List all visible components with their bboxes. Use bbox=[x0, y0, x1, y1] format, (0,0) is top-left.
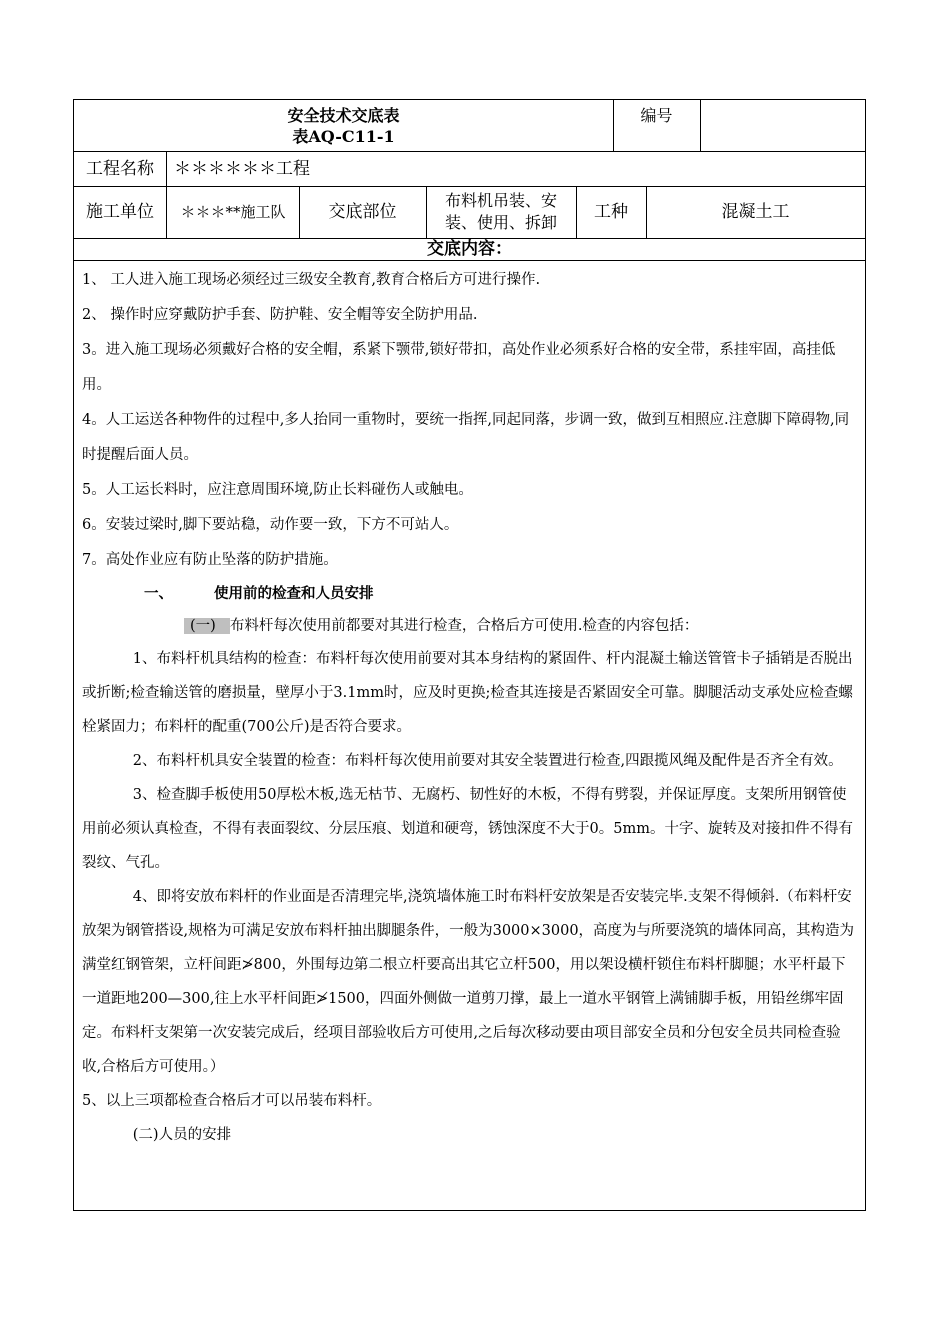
form-code: 表AQ-C11-1 bbox=[292, 126, 395, 146]
content-body bbox=[82, 263, 857, 1152]
trade-value: 混凝土工 bbox=[721, 202, 790, 222]
form-title: 安全技术交底表 bbox=[287, 105, 400, 125]
section-title: 使用前的检查和人员安排 bbox=[214, 585, 374, 602]
form-title-cell bbox=[74, 100, 613, 151]
part-label: 交底部位 bbox=[328, 202, 397, 222]
number-value bbox=[700, 100, 865, 151]
col-divider bbox=[426, 186, 427, 238]
content-item: 6。安装过梁时,脚下要站稳，动作要一致，下方不可站人。 bbox=[82, 517, 459, 533]
check-item: 1、布料杆机具结构的检查：布料杆每次使用前要对其本身结构的紧固件、杆内混凝土输送管管卡子插销是否脱出或折断;检查输送管的磨损量，壁厚小于3.1mm时，应及时更换;检查其连接是否紧固安全可靠。脚腿活动支承处应检查螺栓紧固力；布料杆的配重(700公斤)是否符合要求。 bbox=[82, 651, 853, 735]
content-item: 2、 操作时应穿戴防护手套、防护鞋、安全帽等安全防护用品. bbox=[82, 307, 478, 323]
check-item: 3、检查脚手板使用50厚松木板,选无枯节、无腐朽、韧性好的木板，不得有劈裂，并保证厚度。支架所用钢管使用前必须认真检查，不得有表面裂纹、分层压痕、划道和硬弯，锈蚀深度不大于0。5mm。十字、旋转及对接扣件不得有裂纹、气孔。 bbox=[82, 787, 853, 871]
subsection-2: (二)人员的安排 bbox=[132, 1127, 232, 1143]
check-item: 4、即将安放布料杆的作业面是否清理完毕,浇筑墙体施工时布料杆安放架是否安装完毕.支架不得倾斜.（布料杆安放架为钢管搭设,规格为可满足安放布料杆抽出脚腿条件，一般为3000×3000，高度为与所要浇筑的墙体同高，其构造为满堂红钢管架，立杆间距≯800，外围每边第二根立杆要高出其它立杆500，用以架设横杆锁住布料杆脚腿；水平杆最下一道距地200—300,往上水平杆间距≯1500，四面外侧做一道剪刀撑，最上一道水平钢管上满铺脚手板，用铅丝绑牢固定。布料杆支架第一次安装完成后，经项目部验收后方可使用,之后每次移动要由项目部安全员和分包安全员共同检查验收,合格后方可使用。） bbox=[82, 889, 855, 1075]
content-item: 5、以上三项都检查合格后才可以吊装布料杆。 bbox=[82, 1093, 382, 1109]
subsection-1-text: 布料杆每次使用前都要对其进行检查，合格后方可使用.检查的内容包括： bbox=[229, 618, 699, 634]
content-item: 5。人工运长料时，应注意周围环境,防止长料碰伤人或触电。 bbox=[82, 482, 473, 498]
section-heading bbox=[82, 578, 857, 610]
unit-value: ＊＊＊**施工队 bbox=[180, 203, 286, 221]
content-heading: 交底内容： bbox=[427, 239, 512, 259]
project-name-value: ＊＊＊＊＊＊工程 bbox=[174, 158, 310, 179]
unit-label: 施工单位 bbox=[86, 202, 154, 222]
subsection-1 bbox=[82, 610, 857, 642]
safety-briefing-form bbox=[73, 99, 866, 1211]
check-item: 2、布料杆机具安全装置的检查：布料杆每次使用前要对其安全装置进行检查,四跟揽风绳及配件是否齐全有效。 bbox=[132, 753, 843, 769]
section-number: 一、 bbox=[144, 585, 173, 602]
content-item: 7。高处作业应有防止坠落的防护措施。 bbox=[82, 552, 338, 568]
row-divider bbox=[74, 260, 865, 261]
number-label: 编号 bbox=[640, 106, 673, 125]
content-item: 4。人工运送各种物件的过程中,多人抬同一重物时，要统一指挥,同起同落，步调一致，做到互相照应.注意脚下障碍物,同时提醒后面人员。 bbox=[82, 412, 850, 463]
part-value: 布料机吊装、安装、使用、拆卸 bbox=[444, 191, 557, 232]
trade-label: 工种 bbox=[594, 202, 628, 222]
subsection-1-label: (一) bbox=[184, 618, 230, 634]
content-item: 1、 工人进入施工现场必须经过三级安全教育,教育合格后方可进行操作. bbox=[82, 272, 541, 288]
col-divider bbox=[166, 151, 167, 238]
project-name-label: 工程名称 bbox=[86, 158, 154, 179]
content-item: 3。进入施工现场必须戴好合格的安全帽，系紧下颚带,锁好带扣，高处作业必须系好合格的安全带，系挂牢固，高挂低用。 bbox=[82, 342, 836, 393]
